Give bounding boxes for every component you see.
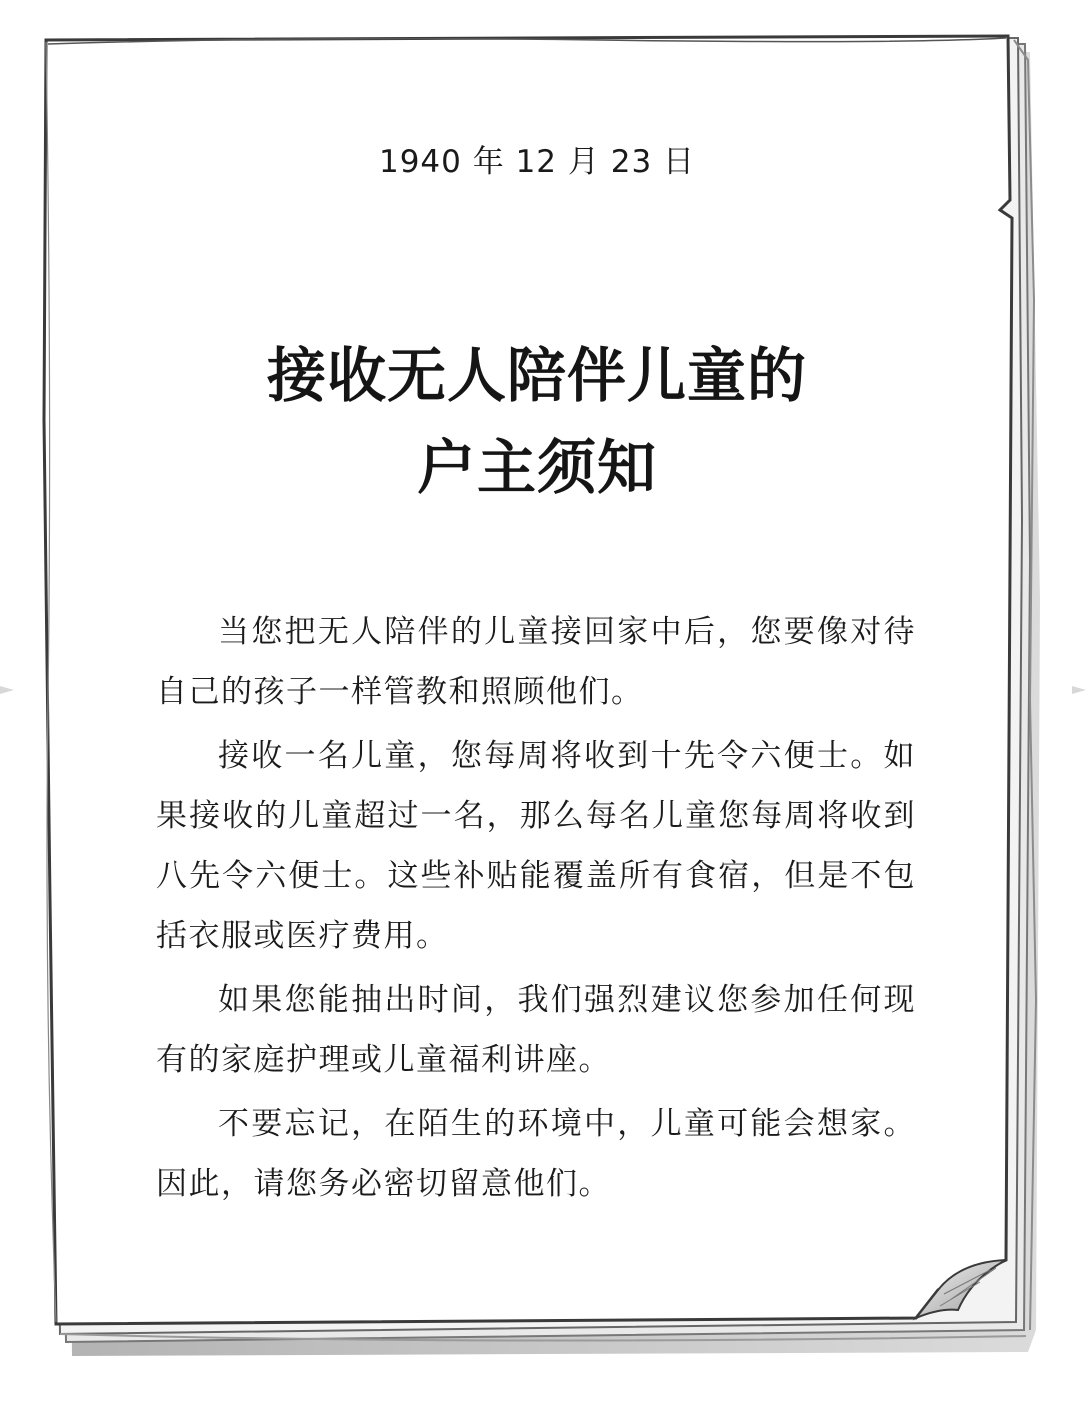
paragraph-4: 不要忘记，在陌生的环境中，儿童可能会想家。因此，请您务必密切留意他们。 <box>156 1106 916 1202</box>
title-line-1: 接收无人陪伴儿童的 <box>266 341 807 410</box>
side-notch-right <box>1072 686 1086 694</box>
title-line-2: 户主须知 <box>416 433 657 502</box>
document-date: 1940 年 12 月 23 日 <box>378 144 696 180</box>
document-body <box>156 602 916 1218</box>
paragraph-1: 当您把无人陪伴的儿童接回家中后，您要像对待自己的孩子一样管教和照顾他们。 <box>156 614 916 710</box>
document-title <box>62 330 1012 514</box>
paper-sheet <box>62 42 1012 1327</box>
side-notch <box>0 686 14 694</box>
paragraph-2: 接收一名儿童，您每周将收到十先令六便士。如果接收的儿童超过一名，那么每名儿童您每周将收到八先令六便士。这些补贴能覆盖所有食宿，但是不包括衣服或医疗费用。 <box>156 738 916 954</box>
paragraph-3: 如果您能抽出时间，我们强烈建议您参加任何现有的家庭护理或儿童福利讲座。 <box>156 982 916 1078</box>
